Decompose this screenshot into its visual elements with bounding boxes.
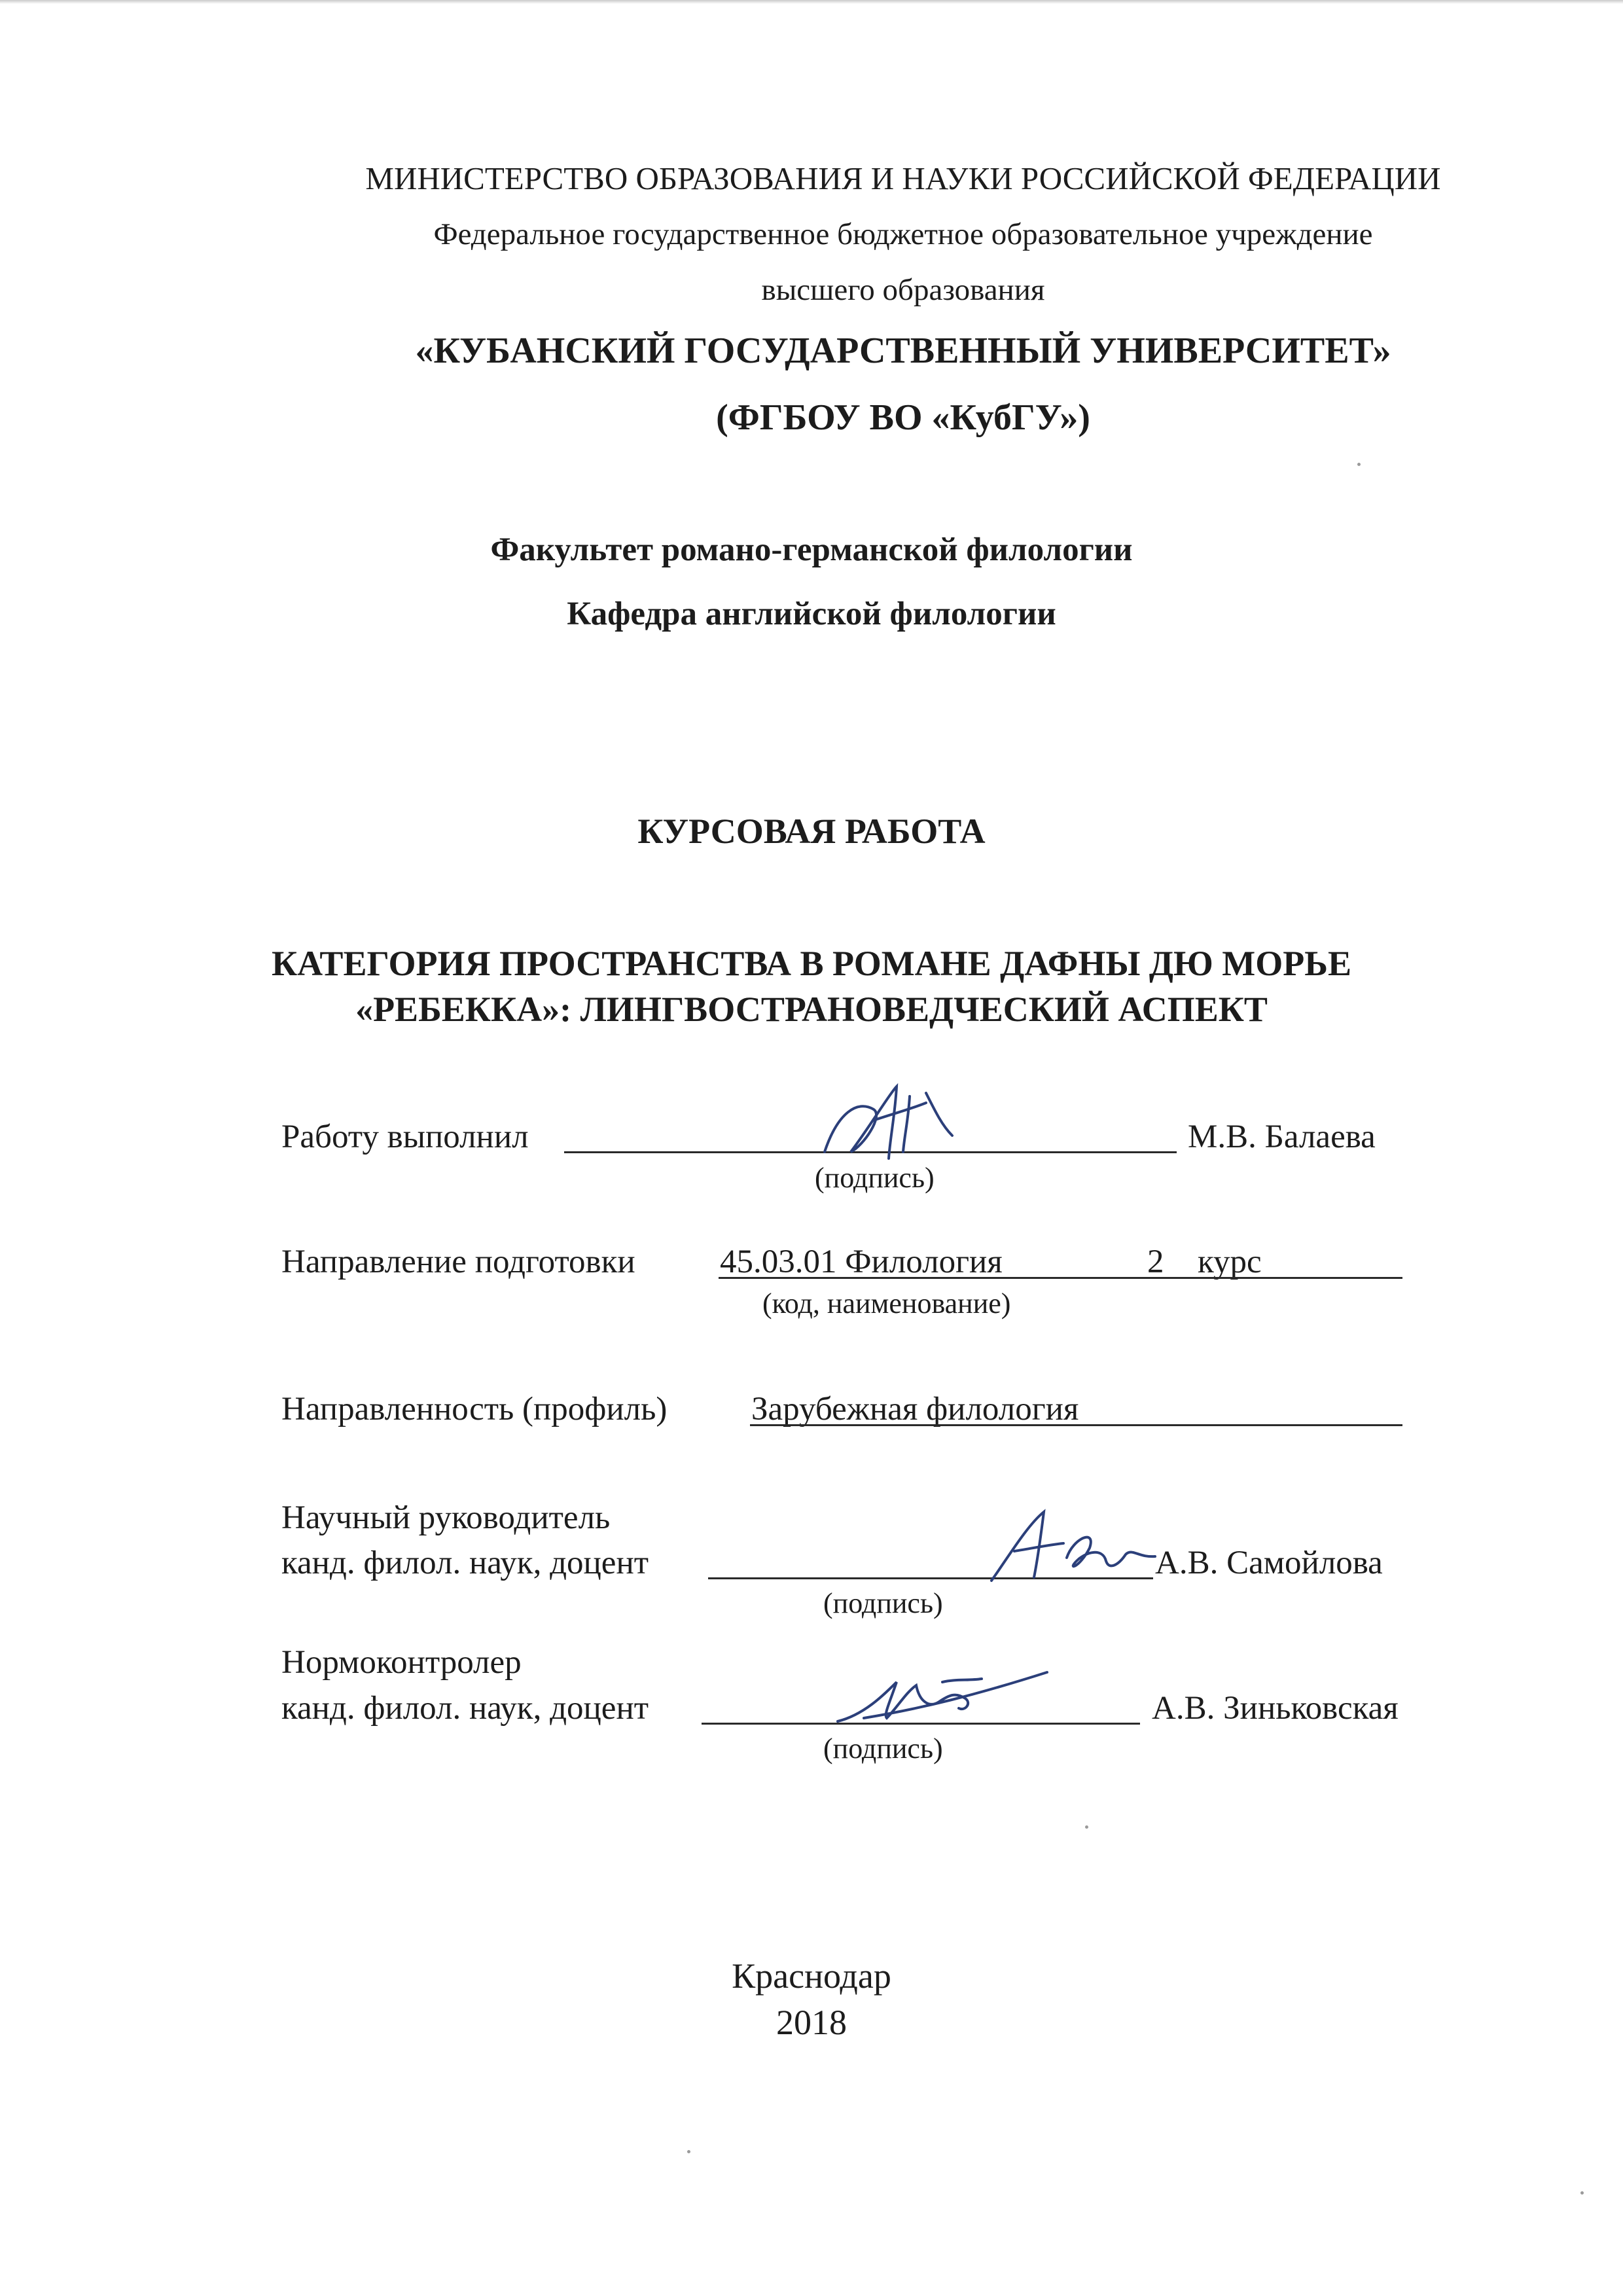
profile-label: Направленность (профиль) bbox=[281, 1391, 668, 1427]
scan-edge bbox=[0, 0, 1623, 4]
profile-value: Зарубежная филология bbox=[751, 1391, 1079, 1427]
work-type-title: КУРСОВАЯ РАБОТА bbox=[637, 812, 986, 851]
ministry-line: МИНИСТЕРСТВО ОБРАЗОВАНИЯ И НАУКИ РОССИЙСКОЙ ФЕДЕРАЦИИ bbox=[365, 160, 1441, 196]
scan-speck bbox=[1580, 2191, 1584, 2195]
course-word: курс bbox=[1198, 1244, 1262, 1280]
normcontroller-degree: канд. филол. наук, доцент bbox=[281, 1690, 649, 1727]
author-name: М.В. Балаева bbox=[1188, 1119, 1376, 1155]
scan-speck bbox=[1357, 463, 1361, 466]
course-number: 2 bbox=[1147, 1244, 1164, 1280]
supervisor-signature-caption: (подпись) bbox=[823, 1587, 943, 1619]
university-name: «КУБАНСКИЙ ГОСУДАРСТВЕННЫЙ УНИВЕРСИТЕТ» bbox=[415, 331, 1391, 371]
program-label: Направление подготовки bbox=[281, 1244, 635, 1280]
normcontroller-name: А.В. Зиньковская bbox=[1152, 1690, 1399, 1727]
topic-line-2: «РЕБЕККА»: ЛИНГВОСТРАНОВЕДЧЕСКИЙ АСПЕКТ bbox=[355, 990, 1268, 1029]
faculty-name: Факультет романо-германской филологии bbox=[490, 531, 1133, 568]
city: Краснодар bbox=[732, 1956, 891, 1996]
normcontroller-role: Нормоконтролер bbox=[281, 1644, 522, 1681]
profile-underline bbox=[750, 1424, 1402, 1426]
author-signature-icon bbox=[812, 1073, 969, 1172]
department-name: Кафедра английской филологии bbox=[567, 596, 1056, 632]
supervisor-name: А.В. Самойлова bbox=[1155, 1545, 1383, 1581]
scan-speck bbox=[687, 2150, 690, 2153]
author-label: Работу выполнил bbox=[281, 1119, 529, 1155]
supervisor-degree: канд. филол. наук, доцент bbox=[281, 1545, 649, 1581]
university-abbreviation: (ФГБОУ ВО «КубГУ») bbox=[716, 397, 1090, 438]
education-level-line: высшего образования bbox=[761, 273, 1045, 307]
institution-type-line: Федеральное государственное бюджетное образовательное учреждение bbox=[433, 217, 1373, 251]
program-code-name: 45.03.01 Филология bbox=[720, 1244, 1003, 1280]
scan-speck bbox=[1085, 1825, 1088, 1829]
year: 2018 bbox=[776, 2003, 847, 2042]
topic-line-1: КАТЕГОРИЯ ПРОСТРАНСТВА В РОМАНЕ ДАФНЫ ДЮ МОРЬЕ bbox=[272, 944, 1351, 983]
program-caption: (код, наименование) bbox=[762, 1287, 1011, 1319]
program-underline bbox=[719, 1277, 1402, 1279]
supervisor-signature-icon bbox=[982, 1499, 1165, 1590]
author-signature-caption: (подпись) bbox=[815, 1162, 935, 1194]
supervisor-role: Научный руководитель bbox=[281, 1499, 611, 1536]
normcontroller-signature-caption: (подпись) bbox=[823, 1732, 943, 1765]
normcontroller-signature-icon bbox=[825, 1656, 1060, 1734]
